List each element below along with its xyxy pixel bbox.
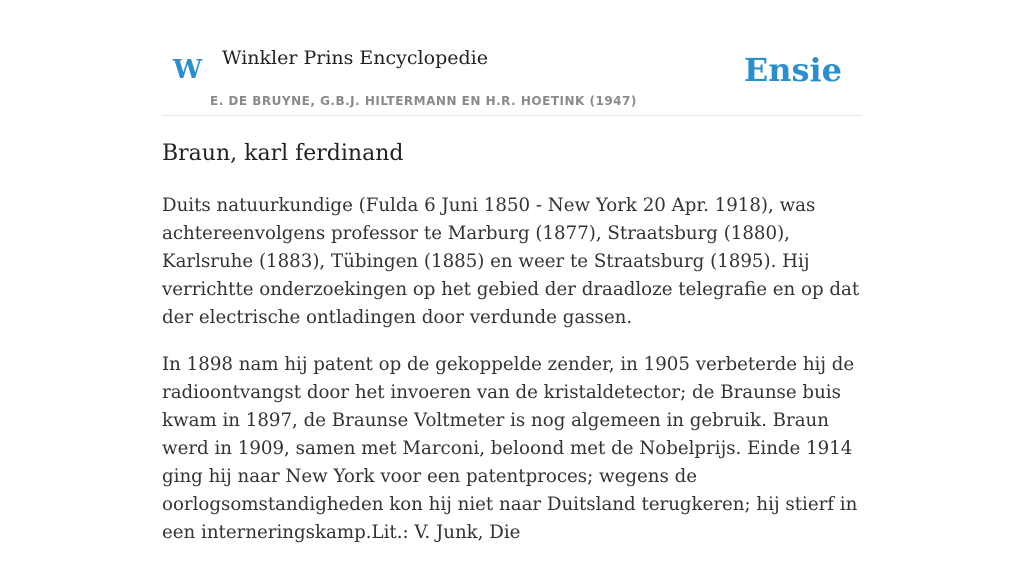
article-title: Braun, karl ferdinand — [162, 141, 404, 166]
article-body — [162, 192, 866, 566]
source-title[interactable]: Winkler Prins Encyclopedie — [222, 47, 488, 69]
article-paragraph: Duits natuurkundige (Fulda 6 Juni 1850 - New York 20 Apr. 1918), was achtereenvolgens professor te Marburg (1877), Straatsburg (1880), Karlsruhe (1883), Tübingen (1885) en weer te Straatsburg (1895). Hij verrichtte onderzoekingen op het gebied der draadloze telegrafie en op dat der electrische ontladingen door verdunde gassen. — [162, 195, 860, 328]
source-logo-icon[interactable]: W — [173, 55, 203, 85]
source-header — [162, 40, 862, 116]
brand-logo[interactable]: Ensie — [743, 51, 842, 89]
source-authors: E. DE BRUYNE, G.B.J. HILTERMANN EN H.R. HOETINK (1947) — [210, 94, 637, 108]
article-paragraph: In 1898 nam hij patent op de gekoppelde zender, in 1905 verbeterde hij de radioontvangst door het invoeren van de kristaldetector; de Braunse buis kwam in 1897, de Braunse Voltmeter is nog algemeen in gebruik. Braun werd in 1909, samen met Marconi, beloond met de Nobelprijs. Einde 1914 ging hij naar New York voor een patentproces; wegens de oorlogsomstandigheden kon hij niet naar Duitsland terugkeren; hij stierf in een interneringskamp.Lit.: V. Junk, Die — [162, 354, 858, 543]
